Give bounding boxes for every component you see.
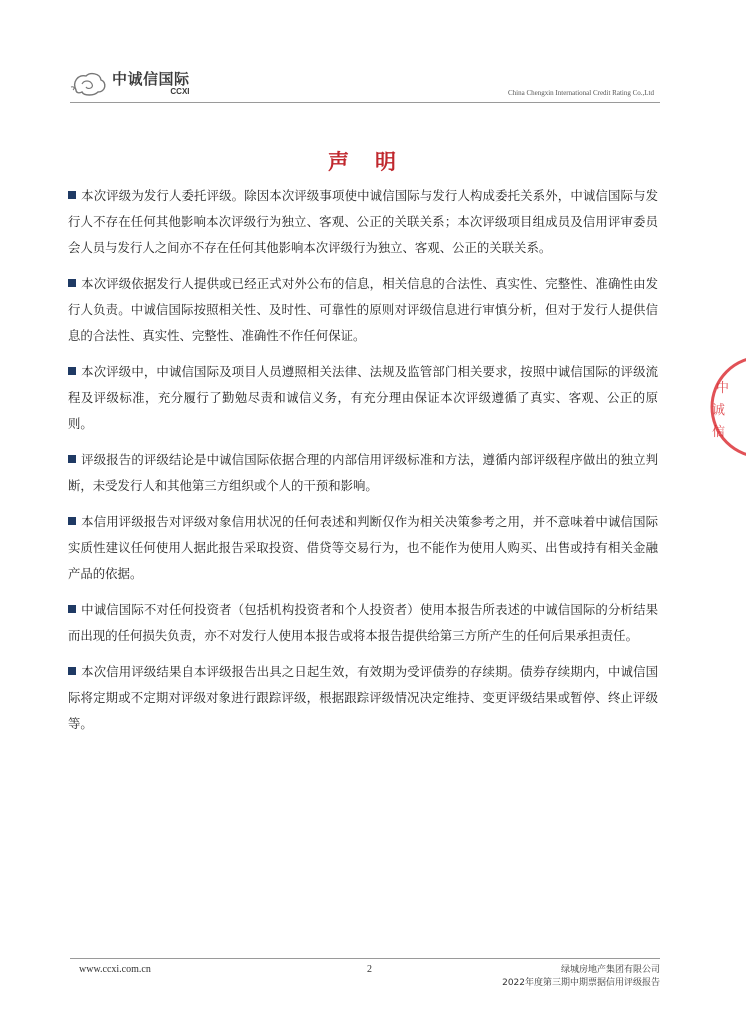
paragraph-text: 本次评级依据发行人提供或已经正式对外公布的信息，相关信息的合法性、真实性、完整性、准确性由发行人负责。中诚信国际按照相关性、及时性、可靠性的原则对评级信息进行审慎分析，但对于发行人提供信息的合法性、真实性、完整性、准确性不作任何保证。 — [68, 276, 658, 343]
bullet-icon — [68, 605, 76, 613]
company-seal-stamp — [706, 352, 746, 462]
statement-paragraph — [68, 447, 658, 499]
statement-paragraph — [68, 183, 658, 261]
logo-en-text: CCXI — [170, 87, 190, 96]
bullet-icon — [68, 367, 76, 375]
statement-body — [68, 183, 658, 747]
page-number: 2 — [367, 964, 372, 975]
ccxi-logo — [70, 70, 190, 98]
paragraph-text: 本次评级为发行人委托评级。除因本次评级事项使中诚信国际与发行人构成委托关系外，中诚信国际与发行人不存在任何其他影响本次评级行为独立、客观、公正的关联关系；本次评级项目组成员及信用评审委员会人员与发行人之间亦不存在任何其他影响本次评级行为独立、客观、公正的关联关系。 — [68, 188, 658, 255]
footer-website: www.ccxi.com.cn — [79, 964, 151, 975]
paragraph-text: 本次信用评级结果自本评级报告出具之日起生效，有效期为受评债券的存续期。债券存续期内，中诚信国际将定期或不定期对评级对象进行跟踪评级，根据跟踪评级情况决定维持、变更评级结果或暂停、终止评级等。 — [68, 664, 658, 731]
paragraph-text: 中诚信国际不对任何投资者（包括机构投资者和个人投资者）使用本报告所表述的中诚信国际的分析结果而出现的任何损失负责，亦不对发行人使用本报告或将本报告提供给第三方所产生的任何后果承担责任。 — [68, 602, 658, 643]
svg-text:诚: 诚 — [712, 403, 726, 418]
page-title: 声明 — [328, 150, 422, 174]
footer-divider — [70, 958, 660, 959]
logo-cn-text: 中诚信国际 — [112, 70, 190, 88]
bullet-icon — [68, 517, 76, 525]
paragraph-text: 本次评级中，中诚信国际及项目人员遵照相关法律、法规及监管部门相关要求，按照中诚信国际的评级流程及评级标准，充分履行了勤勉尽责和诚信义务，有充分理由保证本次评级遵循了真实、客观、公正的原则。 — [68, 364, 658, 431]
logo-icon — [70, 70, 110, 98]
statement-paragraph — [68, 597, 658, 649]
bullet-icon — [68, 279, 76, 287]
footer-report-info — [502, 964, 660, 990]
statement-paragraph — [68, 659, 658, 737]
statement-paragraph — [68, 271, 658, 349]
paragraph-text: 评级报告的评级结论是中诚信国际依据合理的内部信用评级标准和方法，遵循内部评级程序做出的独立判断，未受发行人和其他第三方组织或个人的干预和影响。 — [68, 452, 658, 493]
statement-paragraph — [68, 359, 658, 437]
bullet-icon — [68, 667, 76, 675]
bullet-icon — [68, 455, 76, 463]
svg-text:中: 中 — [716, 381, 730, 396]
bullet-icon — [68, 191, 76, 199]
svg-text:信: 信 — [712, 425, 726, 440]
footer-company: 绿城房地产集团有限公司 — [560, 965, 660, 975]
statement-paragraph — [68, 509, 658, 587]
paragraph-text: 本信用评级报告对评级对象信用状况的任何表述和判断仅作为相关决策参考之用，并不意味着中诚信国际实质性建议任何使用人据此报告采取投资、借贷等交易行为，也不能作为使用人购买、出售或持有相关金融产品的依据。 — [68, 514, 658, 581]
footer-report-title: 2022年度第三期中期票据信用评级报告 — [502, 978, 660, 988]
page-header — [70, 66, 660, 102]
company-english-name: China Chengxin International Credit Rating Co.,Ltd — [507, 89, 654, 97]
header-divider — [70, 102, 660, 103]
